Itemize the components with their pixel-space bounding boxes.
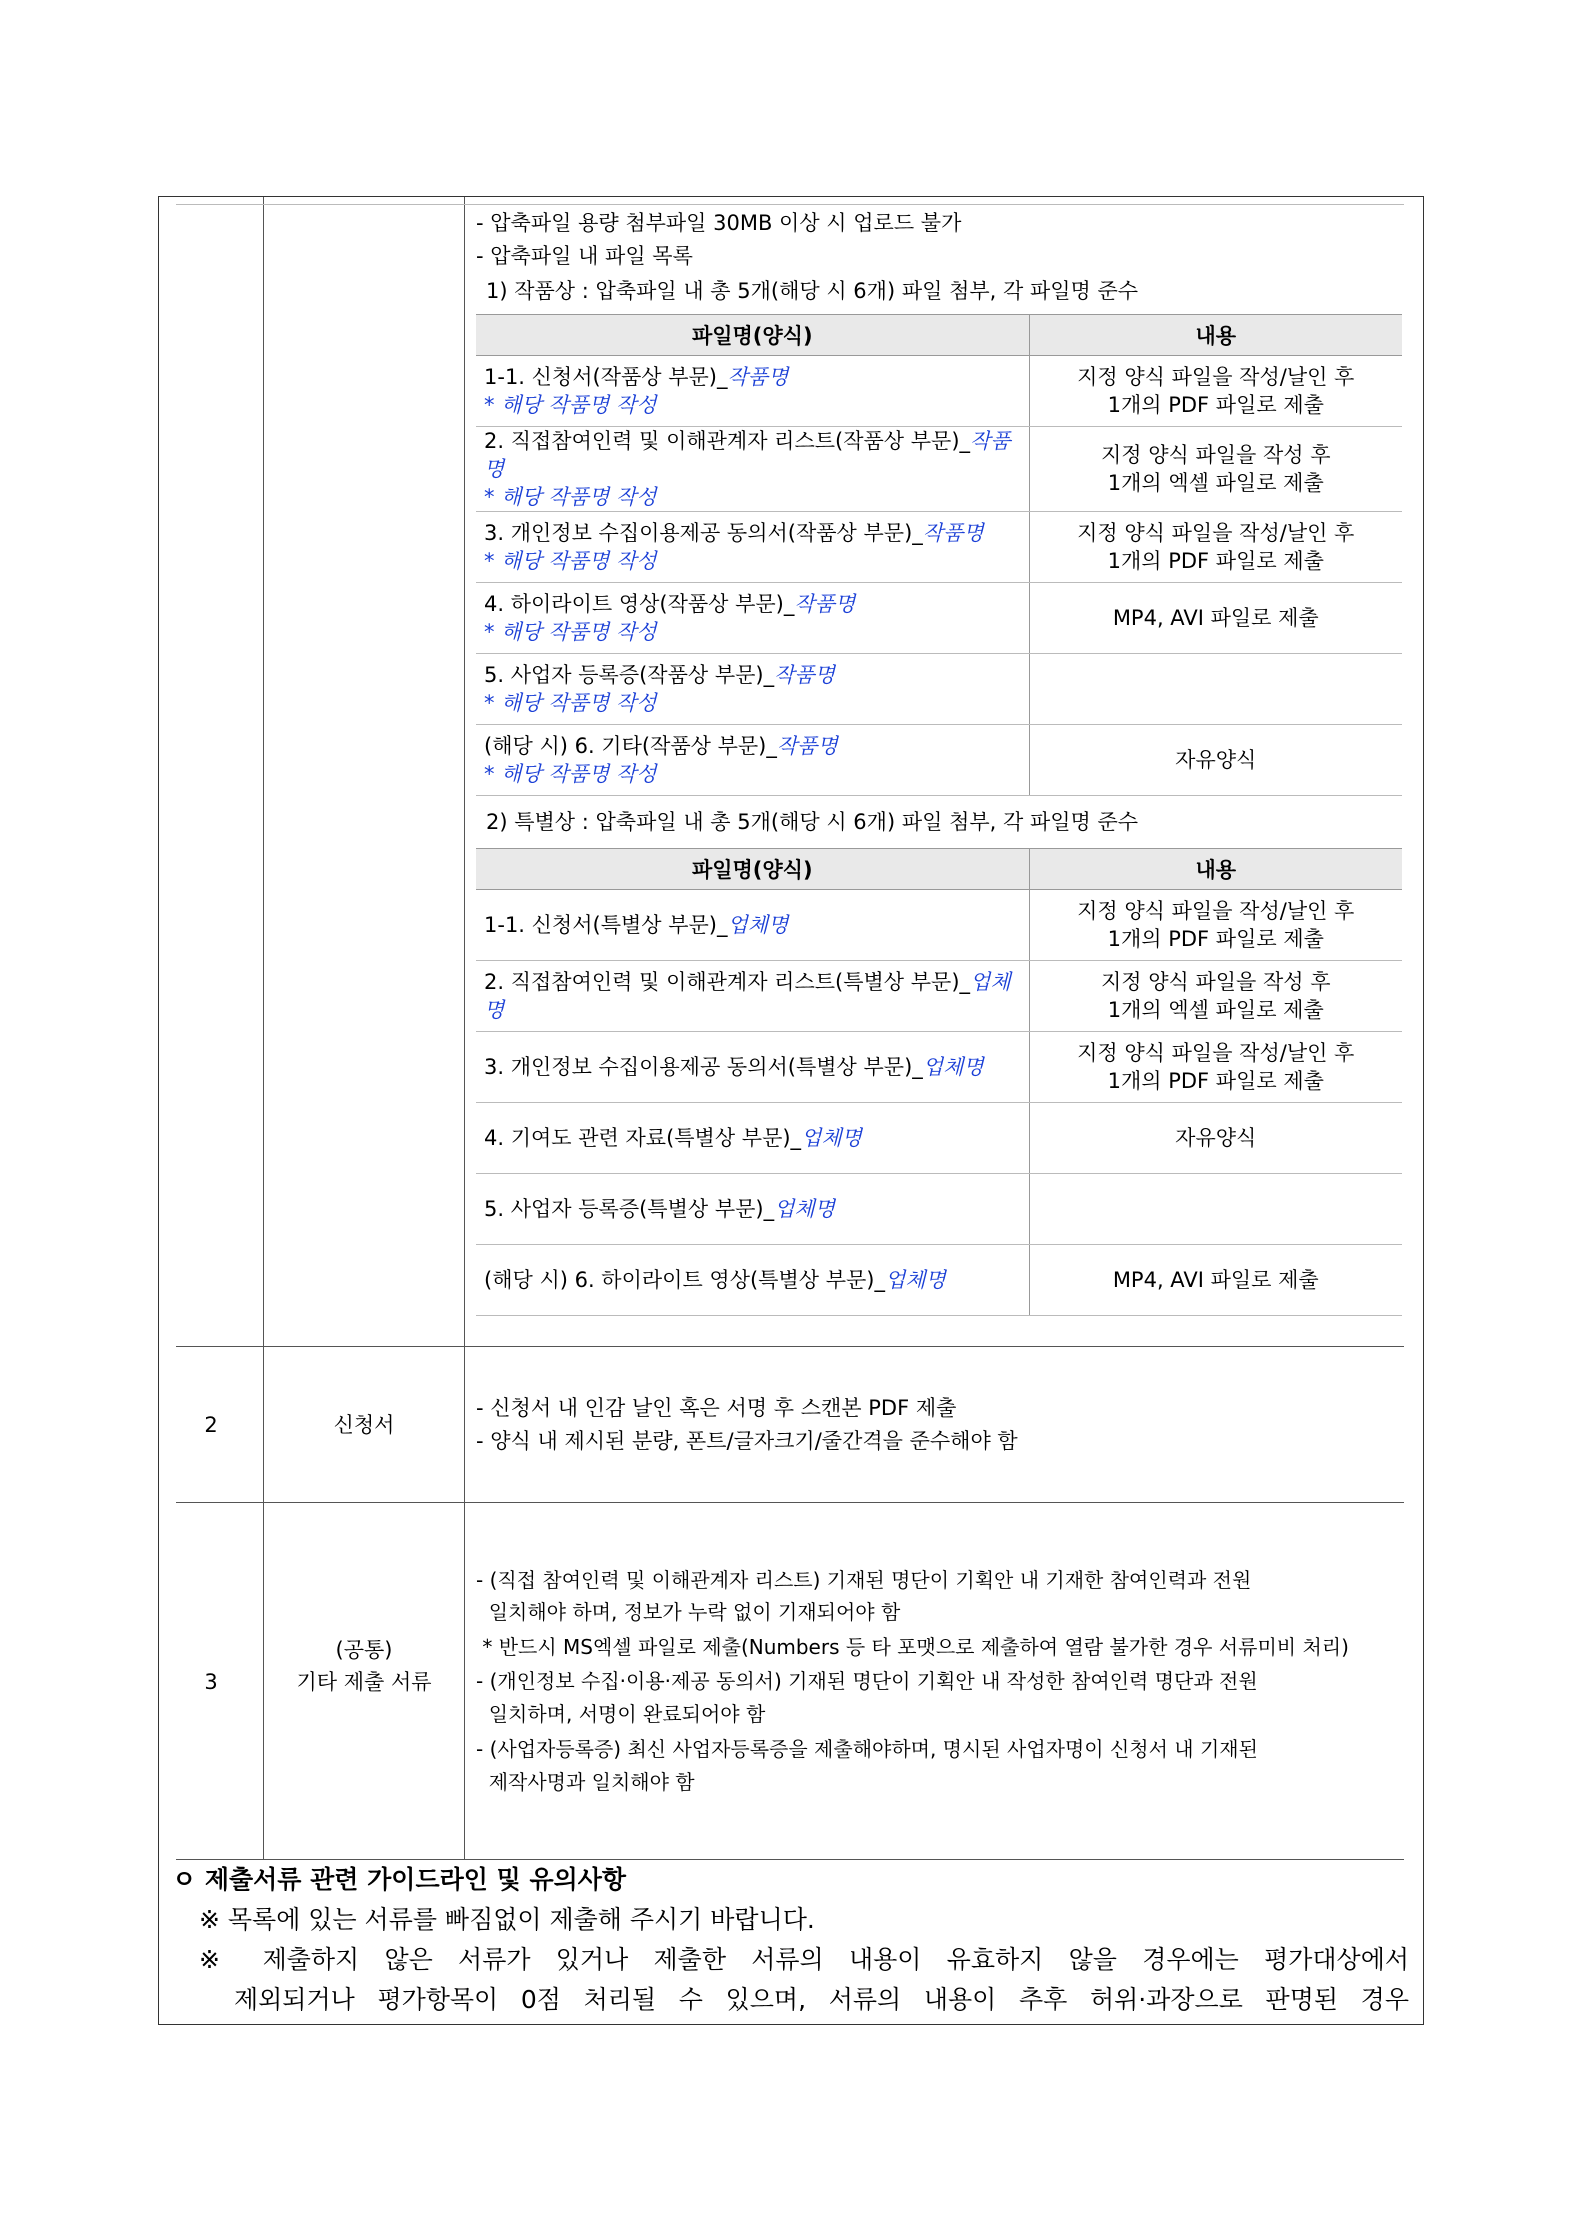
row2-number: 2 <box>204 1413 218 1437</box>
content-cell <box>1029 961 1402 1032</box>
file-name: 1-1. 신청서(작품상 부문)_ <box>484 365 728 389</box>
content-text: 지정 양식 파일을 작성/날인 후 <box>1077 1041 1355 1065</box>
file-suffix: 작품명 <box>727 365 789 389</box>
table-row <box>476 583 1402 654</box>
special-award-table <box>476 848 1402 1316</box>
row-separator-2 <box>176 1502 1404 1503</box>
row2-title: 신청서 <box>333 1413 395 1437</box>
row3-line-6: - (사업자등록증) 최신 사업자등록증을 제출해야하며, 명시된 사업자명이 신청서 내 기재된 <box>476 1737 1258 1761</box>
content-text-2: 1개의 PDF 파일로 제출 <box>1107 549 1324 573</box>
file-name: 3. 개인정보 수집이용제공 동의서(특별상 부문)_ <box>484 1055 923 1079</box>
row-separator-1 <box>176 1346 1404 1347</box>
special-award-heading: 2) 특별상 : 압축파일 내 총 5개(해당 시 6개) 파일 첨부, 각 파일명 준수 <box>486 810 1139 834</box>
file-suffix: 업체명 <box>484 970 1011 1022</box>
content-text-2: 1개의 엑셀 파일로 제출 <box>1107 998 1324 1022</box>
file-name: 1-1. 신청서(특별상 부문)_ <box>484 913 728 937</box>
table-row <box>476 1032 1402 1103</box>
content-text: 지정 양식 파일을 작성/날인 후 <box>1077 365 1355 389</box>
content-text: 지정 양식 파일을 작성/날인 후 <box>1077 521 1355 545</box>
row3-line-7: 제작사명과 일치해야 함 <box>476 1770 695 1794</box>
content-cell: MP4, AVI 파일로 제출 <box>1029 1245 1402 1316</box>
file-note: * 해당 작품명 작성 <box>484 691 657 715</box>
file-name-cell <box>476 1032 1029 1103</box>
col-divider-title <box>464 197 465 1860</box>
special-col-file: 파일명(양식) <box>476 849 1029 890</box>
file-name-cell <box>476 1103 1029 1174</box>
content-text-2: 1개의 PDF 파일로 제출 <box>1107 393 1324 417</box>
file-name-cell <box>476 654 1029 725</box>
table-row <box>476 725 1402 796</box>
content-cell <box>1029 1032 1402 1103</box>
file-name-cell <box>476 427 1029 512</box>
file-suffix: 업체명 <box>884 1268 946 1292</box>
row2-line-1: - 신청서 내 인감 날인 혹은 서명 후 스캔본 PDF 제출 <box>476 1396 957 1420</box>
row3-title-1: (공통) <box>335 1638 393 1662</box>
content-cell <box>1029 654 1402 725</box>
works-award-heading: 1) 작품상 : 압축파일 내 총 5개(해당 시 6개) 파일 첨부, 각 파일명 준수 <box>486 279 1139 303</box>
works-col-content: 내용 <box>1029 315 1402 356</box>
col-divider-num <box>263 197 264 1860</box>
file-suffix: 업체명 <box>801 1126 862 1150</box>
table-row <box>476 890 1402 961</box>
row2-line-2: - 양식 내 제시된 분량, 폰트/글자크기/줄간격을 준수해야 함 <box>476 1429 1018 1453</box>
file-name: (해당 시) 6. 하이라이트 영상(특별상 부문)_ <box>484 1268 885 1292</box>
file-suffix: 작품명 <box>794 592 856 616</box>
content-text-2: 1개의 PDF 파일로 제출 <box>1107 927 1324 951</box>
content-cell <box>1029 512 1402 583</box>
table-row <box>476 1103 1402 1174</box>
file-name: 2. 직접참여인력 및 이해관계자 리스트(특별상 부문)_ <box>484 970 971 994</box>
file-name: (해당 시) 6. 기타(작품상 부문)_ <box>484 734 777 758</box>
file-name: 3. 개인정보 수집이용제공 동의서(작품상 부문)_ <box>484 521 923 545</box>
file-name-cell <box>476 583 1029 654</box>
file-name-cell <box>476 1245 1029 1316</box>
file-name-cell <box>476 356 1029 427</box>
guidelines-line-1: ※ 목록에 있는 서류를 빠짐없이 제출해 주시기 바랍니다. <box>199 1905 815 1934</box>
content-cell: 자유양식 <box>1029 1103 1402 1174</box>
content-text-2: 1개의 엑셀 파일로 제출 <box>1107 471 1324 495</box>
file-note: * 해당 작품명 작성 <box>484 393 657 417</box>
file-name: 5. 사업자 등록증(특별상 부문)_ <box>484 1197 775 1221</box>
works-award-table <box>476 314 1402 796</box>
file-name: 4. 하이라이트 영상(작품상 부문)_ <box>484 592 795 616</box>
file-suffix: 업체명 <box>774 1197 835 1221</box>
guidelines-line-3: 제외되거나 평가항목이 0점 처리될 수 있으며, 서류의 내용이 추후 허위·과장으로 판명된 경우 <box>234 1985 1409 2014</box>
row3-line-2: 일치해야 하며, 정보가 누락 없이 기재되어야 함 <box>476 1600 901 1624</box>
file-suffix: 작품명 <box>484 429 1011 481</box>
table-row <box>476 427 1402 512</box>
row3-title-2: 기타 제출 서류 <box>296 1670 432 1694</box>
row3-line-5: 일치하며, 서명이 완료되어야 함 <box>476 1702 766 1726</box>
content-cell <box>1029 356 1402 427</box>
row3-number: 3 <box>204 1670 218 1694</box>
file-name: 2. 직접참여인력 및 이해관계자 리스트(작품상 부문)_ <box>484 429 971 453</box>
file-name-cell <box>476 961 1029 1032</box>
file-note: * 해당 작품명 작성 <box>484 485 657 509</box>
file-suffix: 업체명 <box>922 1055 984 1079</box>
table-row <box>476 961 1402 1032</box>
table-row <box>476 1245 1402 1316</box>
special-col-content: 내용 <box>1029 849 1402 890</box>
file-suffix: 업체명 <box>727 913 789 937</box>
content-cell <box>1029 1174 1402 1245</box>
file-name-cell <box>476 1174 1029 1245</box>
content-text: 지정 양식 파일을 작성/날인 후 <box>1077 899 1355 923</box>
content-cell <box>1029 890 1402 961</box>
content-text: 지정 양식 파일을 작성 후 <box>1100 970 1331 994</box>
content-cell: MP4, AVI 파일로 제출 <box>1029 583 1402 654</box>
table-row <box>476 512 1402 583</box>
guidelines-line-2: ※ 제출하지 않은 서류가 있거나 제출한 서류의 내용이 유효하지 않을 경우에는 평가대상에서 <box>199 1945 1409 1974</box>
row3-line-4: - (개인정보 수집·이용·제공 동의서) 기재된 명단이 기획안 내 작성한 참여인력 명단과 전원 <box>476 1669 1258 1693</box>
file-suffix: 작품명 <box>774 663 835 687</box>
file-note: * 해당 작품명 작성 <box>484 549 657 573</box>
file-name-cell <box>476 725 1029 796</box>
file-list-note: - 압축파일 내 파일 목록 <box>476 244 693 268</box>
upload-size-note: - 압축파일 용량 첨부파일 30MB 이상 시 업로드 불가 <box>476 211 962 235</box>
content-text-2: 1개의 PDF 파일로 제출 <box>1107 1069 1324 1093</box>
file-name-cell <box>476 512 1029 583</box>
works-col-file: 파일명(양식) <box>476 315 1029 356</box>
file-note: * 해당 작품명 작성 <box>484 762 657 786</box>
file-suffix: 작품명 <box>922 521 984 545</box>
file-name: 5. 사업자 등록증(작품상 부문)_ <box>484 663 775 687</box>
content-text: 지정 양식 파일을 작성 후 <box>1100 443 1331 467</box>
file-suffix: 작품명 <box>776 734 838 758</box>
table-row <box>476 654 1402 725</box>
guidelines-title: ㅇ 제출서류 관련 가이드라인 및 유의사항 <box>172 1865 627 1894</box>
row3-line-1: - (직접 참여인력 및 이해관계자 리스트) 기재된 명단이 기획안 내 기재한 참여인력과 전원 <box>476 1568 1252 1592</box>
content-cell: 자유양식 <box>1029 725 1402 796</box>
file-name-cell <box>476 890 1029 961</box>
file-name: 4. 기여도 관련 자료(특별상 부문)_ <box>484 1126 802 1150</box>
row3-line-3: * 반드시 MS엑셀 파일로 제출(Numbers 등 타 포맷으로 제출하여 열람 불가한 경우 서류미비 처리) <box>476 1635 1349 1659</box>
top-rule <box>176 204 1404 205</box>
content-cell <box>1029 427 1402 512</box>
table-row <box>476 356 1402 427</box>
file-note: * 해당 작품명 작성 <box>484 620 657 644</box>
row-separator-3 <box>176 1859 1404 1860</box>
table-row <box>476 1174 1402 1245</box>
